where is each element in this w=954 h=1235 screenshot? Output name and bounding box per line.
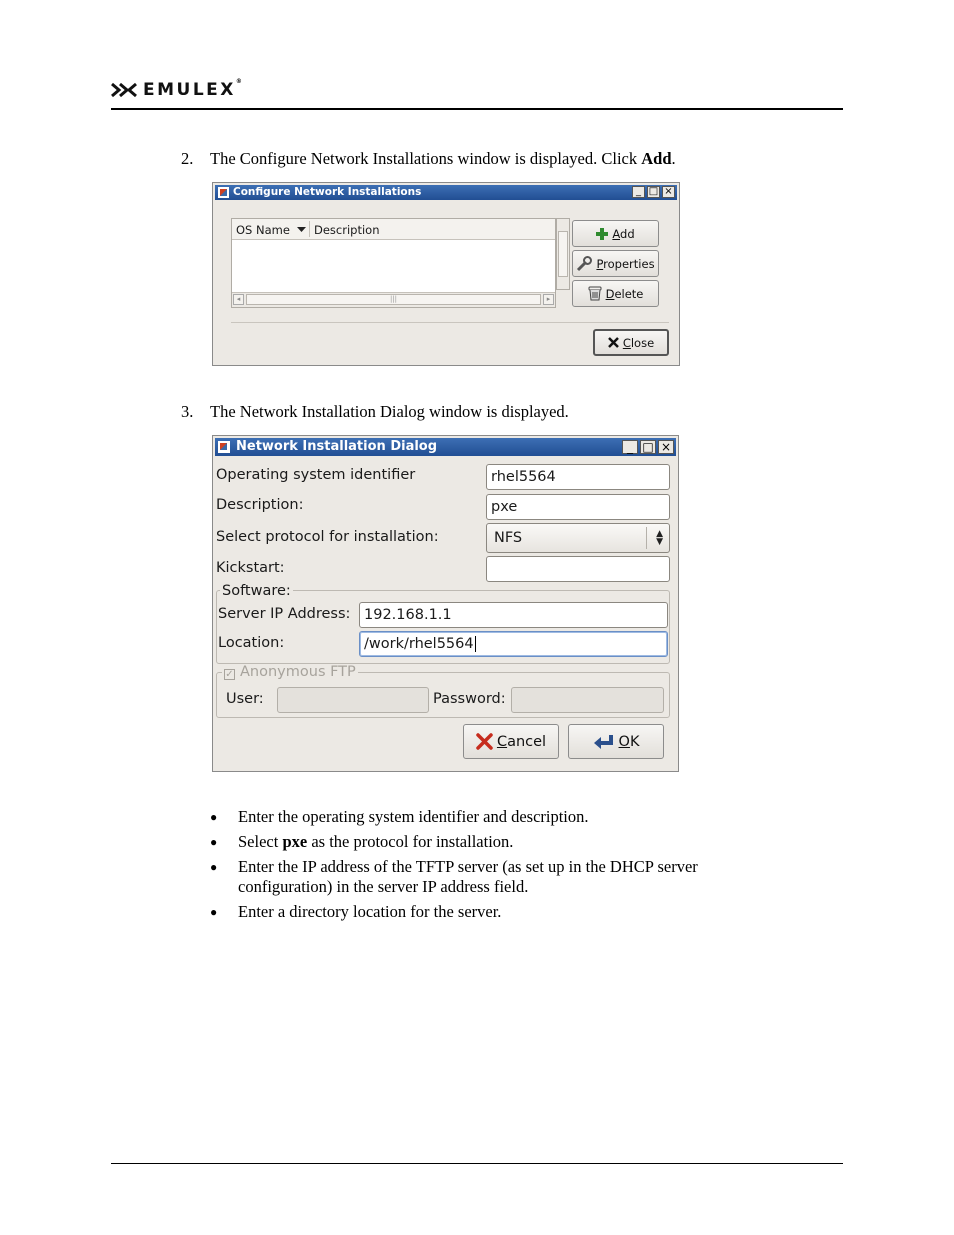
protocol-label: Select protocol for installation: <box>216 529 439 545</box>
add-button[interactable]: Add <box>572 220 659 247</box>
software-group-label: Software: <box>222 583 291 599</box>
emulex-logo <box>111 80 242 100</box>
column-separator <box>309 221 310 237</box>
minimize-button[interactable]: _ <box>622 440 638 454</box>
plus-icon <box>596 228 608 240</box>
vertical-scrollbar[interactable] <box>556 218 570 290</box>
kickstart-label: Kickstart: <box>216 560 285 576</box>
maximize-button[interactable]: □ <box>640 440 656 454</box>
os-identifier-label: Operating system identifier <box>216 467 416 483</box>
bullet-dot: ● <box>210 860 218 874</box>
window-title: Network Installation Dialog <box>236 439 438 454</box>
enter-arrow-icon <box>593 733 615 751</box>
description-field[interactable]: pxe <box>486 494 670 520</box>
checkmark-icon: ✓ <box>225 669 234 680</box>
scroll-right-icon[interactable]: ▸ <box>543 294 554 305</box>
wrench-icon <box>576 256 592 272</box>
bullet-dot: ● <box>210 835 218 849</box>
minimize-button[interactable]: _ <box>632 186 645 198</box>
horizontal-scrollbar[interactable] <box>232 292 555 307</box>
step-bold: Add <box>641 149 672 168</box>
password-field[interactable] <box>511 687 664 713</box>
cancel-button[interactable]: Cancel <box>463 724 559 759</box>
description-label: Description: <box>216 497 304 513</box>
server-ip-label: Server IP Address: <box>218 606 351 622</box>
protocol-select[interactable] <box>486 523 670 553</box>
configure-network-installations-window <box>212 182 680 366</box>
network-installation-dialog <box>212 435 679 772</box>
maximize-button[interactable]: □ <box>648 186 659 197</box>
scroll-thumb[interactable]: ||| <box>246 294 541 305</box>
column-description[interactable]: Description <box>314 223 380 237</box>
user-field[interactable] <box>277 687 429 713</box>
app-icon <box>218 187 229 198</box>
installations-list[interactable] <box>231 218 556 308</box>
delete-button[interactable]: Delete <box>572 280 659 307</box>
close-window-button[interactable]: × <box>662 186 675 198</box>
step-number: 3. <box>181 402 194 421</box>
step-text: The Network Installation Dialog window is displayed. <box>210 402 569 421</box>
scroll-left-icon[interactable]: ◂ <box>233 294 244 305</box>
step-number: 2. <box>181 149 194 168</box>
properties-button[interactable]: Properties <box>572 250 659 277</box>
protocol-value: NFS <box>494 530 523 546</box>
sort-down-icon <box>297 227 306 233</box>
divider <box>231 322 669 323</box>
step-3 <box>181 402 569 422</box>
text-cursor <box>475 636 476 652</box>
ok-button[interactable]: OK <box>568 724 664 759</box>
location-field[interactable]: /work/rhel5564 <box>359 631 668 657</box>
footer-rule <box>111 1163 843 1164</box>
trash-icon <box>588 286 602 301</box>
os-identifier-field[interactable]: rhel5564 <box>486 464 670 490</box>
logo-text: EMULEX <box>143 80 236 100</box>
titlebar <box>215 185 677 200</box>
close-window-button[interactable]: × <box>658 440 674 454</box>
password-label: Password: <box>433 691 506 707</box>
updown-arrows-icon: ▲ ▼ <box>656 529 663 547</box>
bullet-dot: ● <box>210 810 218 824</box>
window-title: Configure Network Installations <box>233 186 422 198</box>
bullet-dot: ● <box>210 905 218 919</box>
user-label: User: <box>226 691 264 707</box>
location-label: Location: <box>218 635 285 651</box>
anonymous-ftp-checkbox[interactable]: ✓ Anonymous FTP <box>222 664 358 680</box>
server-ip-field[interactable]: 192.168.1.1 <box>359 602 668 628</box>
close-x-icon <box>608 337 619 348</box>
close-button[interactable]: Close <box>593 329 669 356</box>
vertical-scroll-thumb[interactable] <box>558 231 568 277</box>
column-header <box>232 219 555 240</box>
step-text: The Configure Network Installations window is displayed. Click <box>210 149 642 168</box>
cancel-x-icon <box>476 733 493 750</box>
column-os-name[interactable]: OS Name <box>236 223 306 237</box>
emulex-mark-icon <box>111 82 137 98</box>
step-text-end: . <box>671 149 676 168</box>
kickstart-field[interactable] <box>486 556 670 582</box>
header-rule <box>111 108 843 110</box>
step-2 <box>181 149 676 169</box>
registered-mark: ® <box>235 78 242 85</box>
app-icon <box>218 441 230 453</box>
titlebar <box>215 438 676 456</box>
